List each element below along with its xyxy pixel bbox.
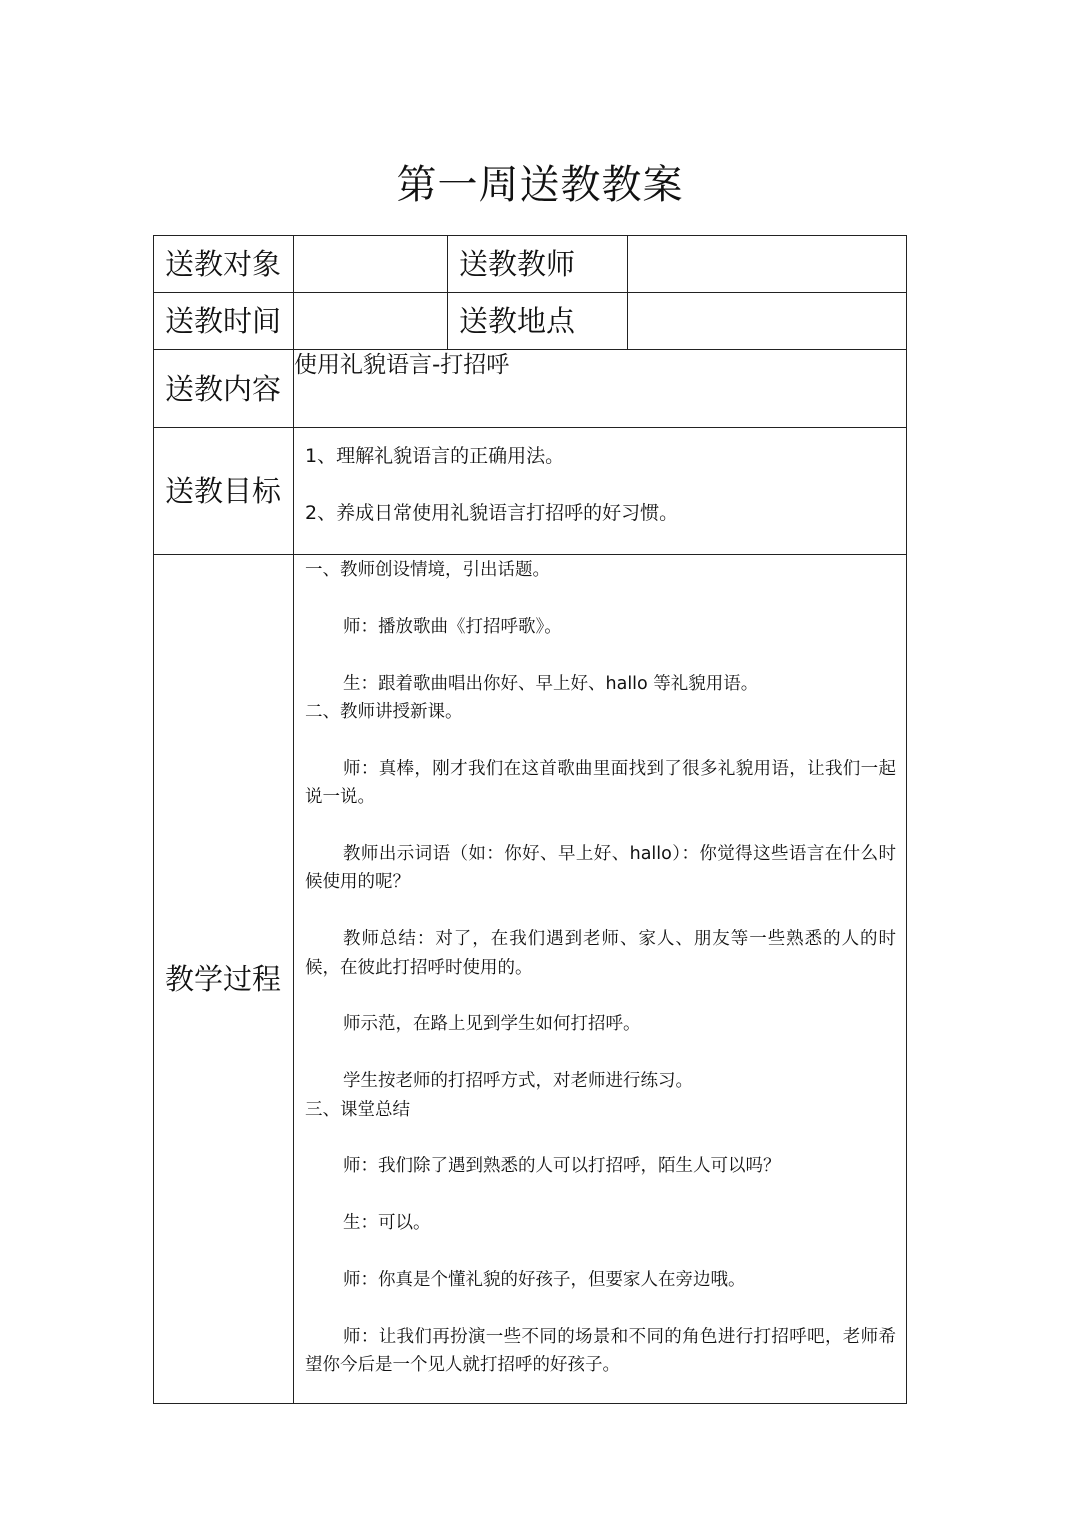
- section-1-paragraph: 生：跟着歌曲唱出你好、早上好、hallo 等礼貌用语。: [343, 673, 759, 694]
- section-3-paragraph: 生：可以。: [343, 1213, 431, 1234]
- process-content: [294, 555, 907, 1404]
- section-2-heading: 二、教师讲授新课。: [305, 702, 463, 722]
- section-2-paragraph: 师：真棒，刚才我们在这首歌曲里面找到了很多礼貌用语，让我们一起说一说。: [305, 758, 896, 808]
- teacher-label-cell: [448, 236, 628, 293]
- table-row-content: [154, 350, 907, 428]
- lesson-plan-table: [153, 235, 907, 1404]
- time-value-cell: [294, 293, 448, 350]
- teacher-label: 送教教师: [459, 247, 576, 281]
- goal-list: [294, 428, 907, 555]
- teacher-value-cell: [628, 236, 907, 293]
- table-row-target-teacher: [154, 236, 907, 293]
- table-row-time-place: [154, 293, 907, 350]
- section-1-heading: 一、教师创设情境，引出话题。: [305, 560, 550, 580]
- time-label-cell: [154, 293, 294, 350]
- section-3-paragraph: 师：你真是个懂礼貌的好孩子，但要家人在旁边哦。: [343, 1270, 746, 1290]
- table-row-process: [154, 555, 907, 1404]
- time-label: 送教时间: [165, 304, 282, 338]
- section-1-paragraph: 师：播放歌曲《打招呼歌》。: [343, 616, 562, 637]
- section-2-paragraph: 教师出示词语（如：你好、早上好、hallo）：你觉得这些语言在什么时候使用的呢？: [305, 844, 896, 893]
- content-value: 使用礼貌语言-打招呼: [294, 350, 907, 428]
- goal-item-2: 2、养成日常使用礼貌语言打招呼的好习惯。: [305, 502, 679, 524]
- section-3-paragraph: 师：我们除了遇到熟悉的人可以打招呼，陌生人可以吗？: [343, 1156, 781, 1177]
- table-row-goal: [154, 428, 907, 555]
- document-title: 第一周送教教案: [396, 161, 684, 208]
- section-2-paragraph: 学生按老师的打招呼方式，对老师进行练习。: [343, 1071, 693, 1092]
- target-value-cell: [294, 236, 448, 293]
- goal-item-1: 1、理解礼貌语言的正确用法。: [305, 445, 565, 467]
- place-label-cell: [448, 293, 628, 350]
- goal-label: 送教目标: [165, 474, 282, 508]
- process-label-cell: [154, 555, 294, 1404]
- section-2-paragraph: 师示范，在路上见到学生如何打招呼。: [343, 1014, 641, 1035]
- place-value-cell: [628, 293, 907, 350]
- place-label: 送教地点: [459, 304, 576, 338]
- process-label: 教学过程: [165, 962, 282, 996]
- content-label: 送教内容: [165, 371, 282, 406]
- section-3-paragraph: 师：让我们再扮演一些不同的场景和不同的角色进行打招呼吧，老师希望你今后是一个见人就打招呼的好孩子。: [305, 1326, 896, 1376]
- content-label-cell: [154, 350, 294, 428]
- target-label-cell: [154, 236, 294, 293]
- goal-label-cell: [154, 428, 294, 555]
- section-3-heading: 三、课堂总结: [305, 1099, 410, 1120]
- target-label: 送教对象: [165, 247, 282, 281]
- section-2-paragraph: 教师总结：对了，在我们遇到老师、家人、朋友等一些熟悉的人的时候，在彼此打招呼时使用的。: [305, 929, 896, 978]
